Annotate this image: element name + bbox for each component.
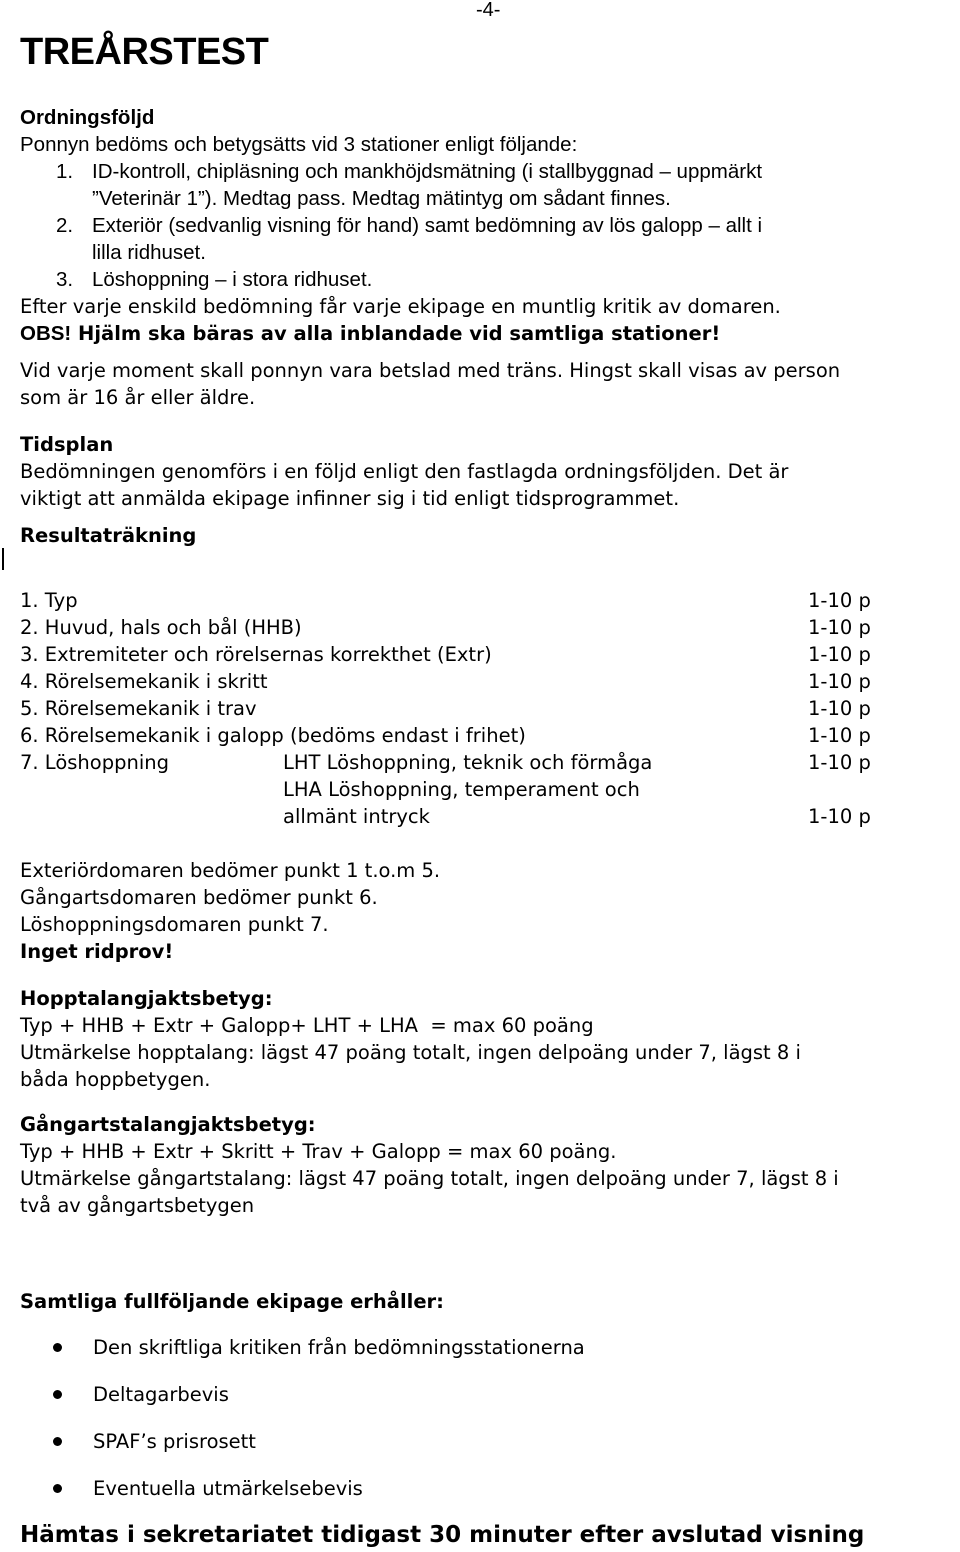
step-text: ID-kontroll, chipläsning och mankhöjdsmätning (i stallbyggnad – uppmärkt	[92, 160, 763, 183]
step-number: 3.	[56, 268, 74, 291]
gait-grade-formula: Typ + HHB + Extr + Skritt + Trav + Galopp = max 60 poäng.	[20, 1140, 617, 1163]
bullet-icon	[53, 1437, 62, 1446]
result-points: 1-10 p	[808, 589, 871, 612]
jump-grade-distinction: Utmärkelse hopptalang: lägst 47 poäng totalt, ingen delpoäng under 7, lägst 8 i	[20, 1041, 801, 1064]
result-label: 2. Huvud, hals och bål (HHB)	[20, 616, 302, 639]
change-bar	[2, 548, 4, 570]
result-label: 4. Rörelsemekanik i skritt	[20, 670, 268, 693]
result-label: 3. Extremiteter och rörelsernas korrekthet (Extr)	[20, 643, 492, 666]
step-text: Löshoppning – i stora ridhuset.	[92, 268, 373, 291]
result-label: 5. Rörelsemekanik i trav	[20, 697, 257, 720]
step-number: 1.	[56, 160, 74, 183]
step-text: ”Veterinär 1”). Medtag pass. Medtag mätintyg om sådant finnes.	[92, 187, 671, 210]
result-label: 6. Rörelsemekanik i galopp (bedöms endast i frihet)	[20, 724, 526, 747]
result-label: 7. Löshoppning	[20, 751, 169, 774]
result-points: 1-10 p	[808, 751, 871, 774]
order-intro: Ponnyn bedöms och betygsätts vid 3 stationer enligt följande:	[20, 133, 578, 156]
award-item: Eventuella utmärkelsebevis	[93, 1477, 363, 1500]
pickup-note: Hämtas i sekretariatet tidigast 30 minuter efter avslutad visning	[20, 1522, 865, 1548]
gait-grade-distinction: Utmärkelse gångartstalang: lägst 47 poäng totalt, ingen delpoäng under 7, lägst 8 i	[20, 1167, 839, 1190]
bridle-text: Vid varje moment skall ponnyn vara betslad med träns. Hingst skall visas av person	[20, 359, 841, 382]
award-item: Deltagarbevis	[93, 1383, 229, 1406]
jump-grade-heading: Hopptalangjaktsbetyg:	[20, 987, 273, 1010]
obs-label: OBS!	[20, 322, 72, 345]
step-text: Exteriör (sedvanlig visning för hand) samt bedömning av lös galopp – allt i	[92, 214, 763, 237]
award-item: SPAF’s prisrosett	[93, 1430, 256, 1453]
no-riding-note: Inget ridprov!	[20, 940, 174, 963]
obs-notice	[20, 320, 720, 347]
step-text: lilla ridhuset.	[92, 241, 206, 264]
bullet-icon	[53, 1343, 62, 1352]
bullet-icon	[53, 1484, 62, 1493]
critique-text: Efter varje enskild bedömning får varje ekipage en muntlig kritik av domaren.	[20, 295, 781, 318]
gait-grade-heading: Gångartstalangjaktsbetyg:	[20, 1113, 316, 1136]
result-points: 1-10 p	[808, 643, 871, 666]
result-label: 1. Typ	[20, 589, 78, 612]
results-heading: Resultaträkning	[20, 524, 197, 547]
jump-grade-distinction: båda hoppbetygen.	[20, 1068, 211, 1091]
judge-note: Gångartsdomaren bedömer punkt 6.	[20, 886, 378, 909]
result-points: 1-10 p	[808, 616, 871, 639]
page-number: -4-	[476, 0, 501, 21]
bridle-text: som är 16 år eller äldre.	[20, 386, 256, 409]
result-sub: allmänt intryck	[283, 805, 430, 828]
bullet-icon	[53, 1390, 62, 1399]
result-sub: LHA Löshoppning, temperament och	[283, 778, 640, 801]
result-points: 1-10 p	[808, 724, 871, 747]
judge-note: Löshoppningsdomaren punkt 7.	[20, 913, 329, 936]
order-heading: Ordningsföljd	[20, 106, 155, 129]
result-sub: LHT Löshoppning, teknik och förmåga	[283, 751, 653, 774]
award-item: Den skriftliga kritiken från bedömningsstationerna	[93, 1336, 585, 1359]
result-points: 1-10 p	[808, 670, 871, 693]
gait-grade-distinction: två av gångartsbetygen	[20, 1194, 255, 1217]
obs-text: Hjälm ska bäras av alla inblandade vid samtliga stationer!	[71, 322, 721, 345]
result-points: 1-10 p	[808, 697, 871, 720]
schedule-text: viktigt att anmälda ekipage infinner sig i tid enligt tidsprogrammet.	[20, 487, 680, 510]
jump-grade-formula: Typ + HHB + Extr + Galopp+ LHT + LHA = max 60 poäng	[20, 1014, 594, 1037]
result-points: 1-10 p	[808, 805, 871, 828]
schedule-heading: Tidsplan	[20, 433, 114, 456]
awards-heading: Samtliga fullföljande ekipage erhåller:	[20, 1290, 444, 1313]
page-title: TREÅRSTEST	[20, 31, 269, 73]
step-number: 2.	[56, 214, 74, 237]
judge-note: Exteriördomaren bedömer punkt 1 t.o.m 5.	[20, 859, 441, 882]
schedule-text: Bedömningen genomförs i en följd enligt den fastlagda ordningsföljden. Det är	[20, 460, 789, 483]
